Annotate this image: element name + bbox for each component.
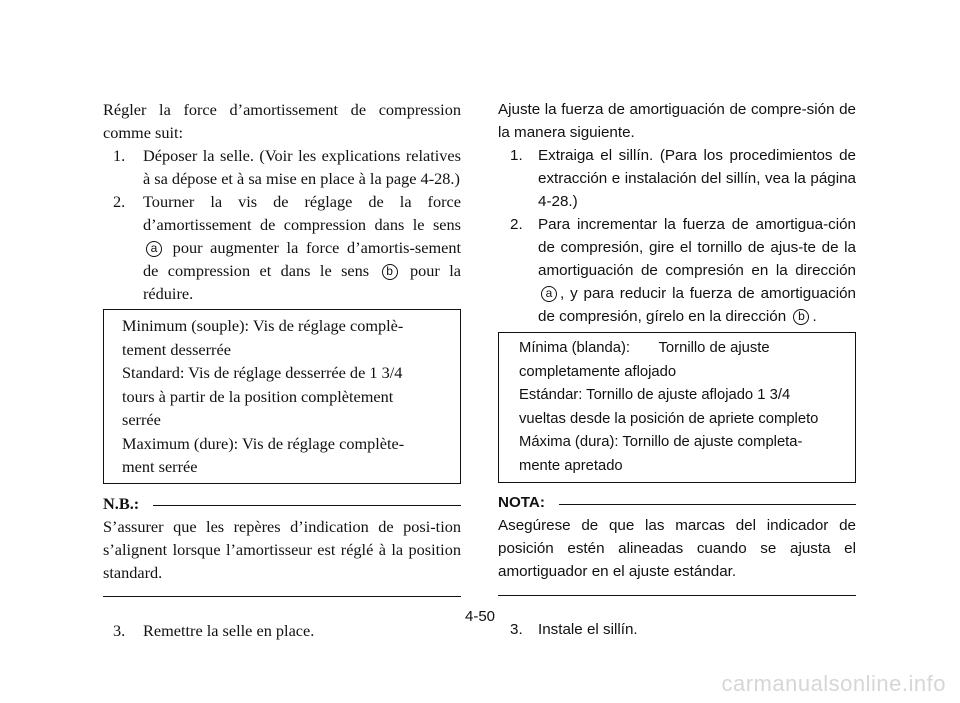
fr-step-1: [103, 144, 461, 190]
es-note-header: [498, 491, 856, 514]
fr-settings-box: [103, 309, 461, 484]
es-step-2-part-c: .: [812, 308, 817, 325]
fr-step-2-part-a: Tourner la vis de réglage de la force d’amortissement de compression dans le sens: [143, 192, 461, 234]
marker-b-icon: b: [382, 264, 398, 280]
fr-step-2-number: 2.: [113, 192, 126, 211]
fr-step-3-text: Remettre la selle en place.: [143, 620, 315, 640]
fr-note-header: [103, 492, 461, 515]
fr-step-2-text: [143, 190, 461, 305]
es-box-line: Mínima (blanda): Tornillo de ajuste: [519, 340, 770, 356]
es-intro: Ajuste la fuerza de amortiguación de compre-sión de la manera siguiente.: [498, 101, 856, 141]
fr-intro: Régler la force d’amortissement de compression comme suit:: [103, 100, 461, 142]
es-step-1-number: 1.: [510, 147, 523, 164]
marker-b-icon: b: [793, 309, 809, 325]
es-step-2-part-a: Para incrementar la fuerza de amortigua-ción de compresión, gire el tornillo de ajus-te de la amortiguación de compresión en la dirección: [538, 216, 856, 279]
fr-box-line: ment serrée: [122, 457, 198, 476]
es-step-2: [498, 213, 856, 328]
fr-step-2: [103, 190, 461, 305]
fr-box-line: Minimum (souple): Vis de réglage complè-: [122, 316, 404, 335]
es-step-1-text: Extraiga el sillín. (Para los procedimientos de extracción e instalación del sillín, vea la página 4-28.): [538, 147, 856, 210]
es-note-rule: [559, 504, 856, 505]
page-number: 4-50: [464, 608, 496, 625]
fr-note-rule: [153, 505, 461, 506]
es-step-1: [498, 144, 856, 213]
es-box-line: Máxima (dura): Tornillo de ajuste completa-: [519, 434, 803, 450]
watermark: carmanualsonline.info: [721, 671, 946, 696]
es-note-text: Asegúrese de que las marcas del indicador de posición estén alineadas cuando se ajusta el amortiguador en el ajuste estándar.: [498, 517, 856, 580]
es-settings-box: [498, 332, 856, 483]
fr-box-line: tement desserrée: [122, 339, 231, 359]
fr-note-title: N.B.:: [103, 493, 140, 513]
fr-box-line: tours à partir de la position complètement: [122, 386, 394, 406]
marker-a-icon: a: [146, 241, 162, 257]
es-box-line: completamente aflojado: [519, 363, 677, 380]
fr-step-1-text: Déposer la selle. (Voir les explications relatives à sa dépose et à sa mise en place à la page 4-28.): [143, 146, 461, 188]
fr-note-text: S’assurer que les repères d’indication de posi-tion s’alignent lorsque l’amortisseur est réglé à la position standard.: [103, 516, 461, 582]
es-step-3-text: Instale el sillín.: [538, 621, 638, 638]
es-box-line: Estándar: Tornillo de ajuste aflojado 1 3/4: [519, 387, 791, 403]
fr-note-end-rule: [103, 596, 461, 597]
fr-step-2-part-c: pour la réduire.: [143, 261, 461, 303]
fr-box-line: Maximum (dure): Vis de réglage complète-: [122, 433, 405, 453]
french-column: [103, 98, 461, 642]
spanish-column: [498, 98, 856, 641]
marker-a-icon: a: [541, 286, 557, 302]
fr-step-3-number: 3.: [113, 620, 126, 640]
fr-box-line: serrée: [122, 410, 161, 429]
es-box-line: mente apretado: [519, 457, 623, 474]
es-step-2-part-b: , y para reducir la fuerza de amortiguación de compresión, gírelo en la dirección: [538, 285, 856, 325]
es-note-title: NOTA:: [498, 494, 545, 511]
fr-step-2-part-b: pour augmenter la force d’amortis-sement de compression et dans le sens: [143, 238, 461, 280]
fr-step-1-number: 1.: [113, 146, 126, 165]
es-box-line: vueltas desde la posición de apriete completo: [519, 410, 819, 427]
es-note-end-rule: [498, 595, 856, 596]
fr-box-line: Standard: Vis de réglage desserrée de 1 3/4: [122, 363, 403, 382]
es-step-2-text: [538, 213, 856, 328]
es-step-2-number: 2.: [510, 216, 523, 233]
es-step-3-number: 3.: [510, 621, 523, 638]
